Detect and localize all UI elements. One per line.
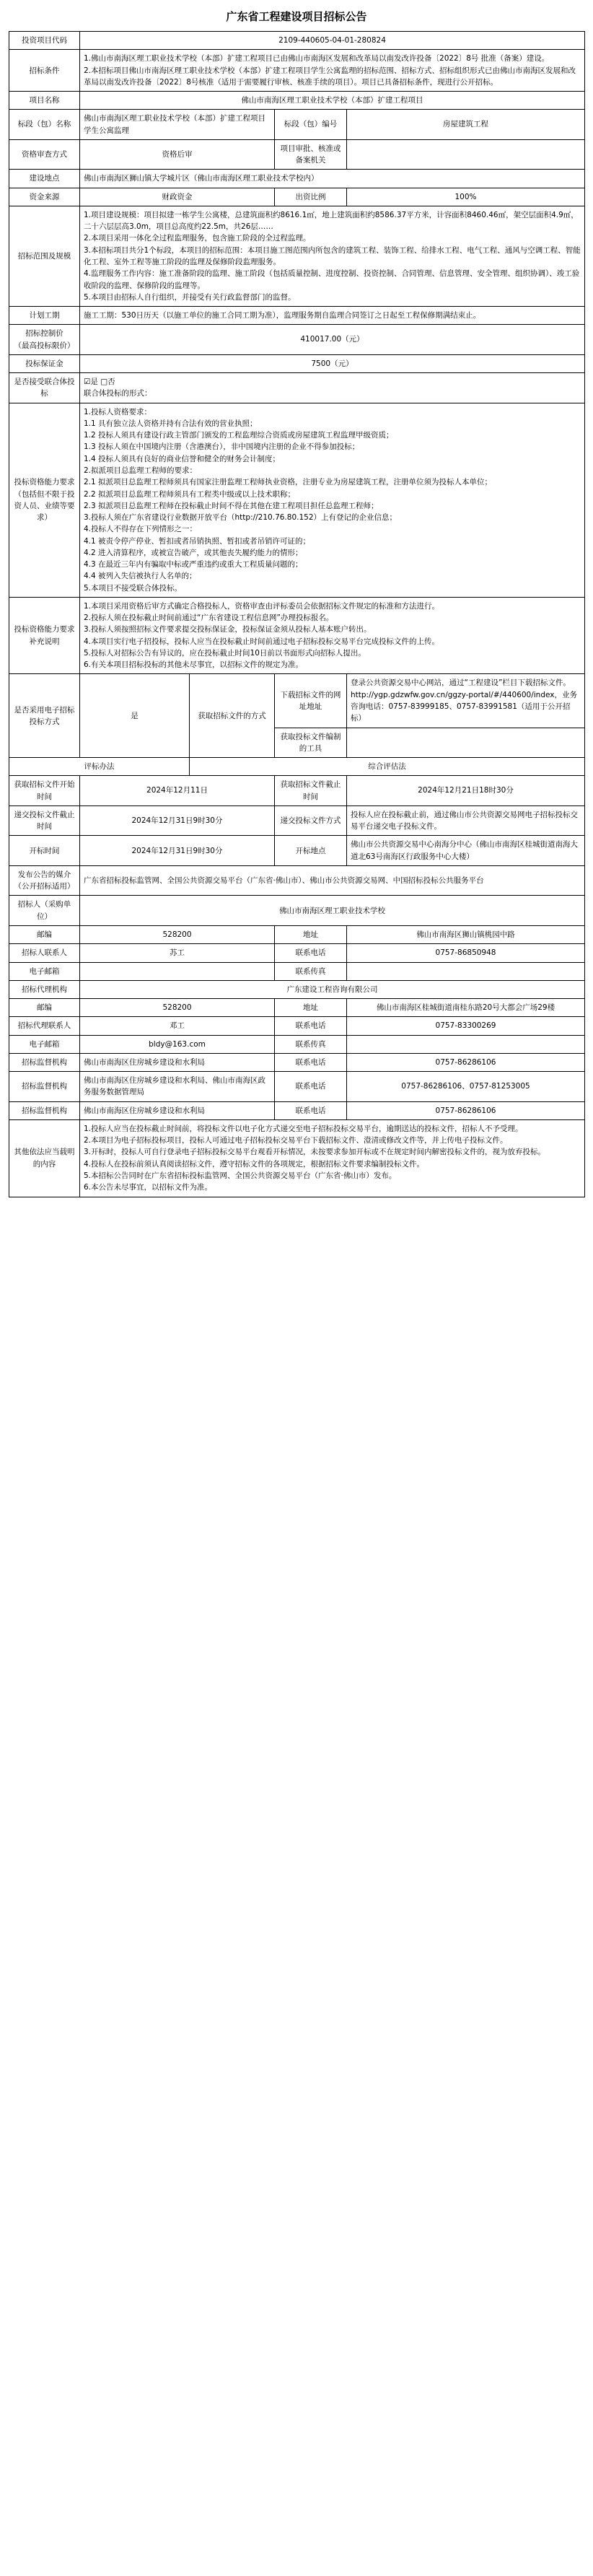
fund-ratio-label: 出资比例 — [275, 188, 347, 206]
fund-source-value: 财政资金 — [80, 188, 275, 206]
bid-submit-method-label: 递交投标文件方式 — [275, 805, 347, 836]
qualification-line: 1.1 具有独立法人资格并持有合法有效的营业执照； — [84, 419, 258, 428]
doc-start-value: 2024年12月11日 — [80, 776, 275, 806]
supervision-label: 招标监督机构 — [9, 1053, 80, 1071]
electronic-bid-label: 是否采用电子招标投标方式 — [9, 674, 80, 758]
scope-line: 2.本项目采用一体化全过程监理服务，包含施工阶段的全过程监理。 — [84, 234, 311, 243]
other-line: 6.本公告未尽事宜，以招标文件为准。 — [84, 1183, 213, 1192]
owner-fax-label: 联系传真 — [275, 962, 347, 980]
approval-authority-value — [347, 139, 585, 170]
supervision-tel-value: 0757-86286106 — [347, 1053, 585, 1071]
owner-address-label: 地址 — [275, 926, 347, 944]
agency-contact-label: 招标代理联系人 — [9, 1017, 80, 1035]
other-content — [80, 1119, 585, 1197]
project-name-value: 佛山市南海区理工职业技术学校（本部）扩建工程项目 — [80, 92, 585, 110]
other-line: 2.本项目为电子招标投标项目，投标人可通过电子招标投标交易平台下载招标文件、澄清或修改文件等，并上传电子投标文件。 — [84, 1136, 508, 1145]
qualification-line: 1.3 投标人须在中国境内注册（含港澳台），非中国境内注册的企业不得参加投标； — [84, 442, 360, 452]
fund-source-label: 资金来源 — [9, 188, 80, 206]
integrity-line: 4.本项目实行电子招投标，投标人应当在投标截止时间前通过电子招标投标交易平台完成投标文件的上传。 — [84, 637, 440, 646]
other-content-label: 其他依法应当载明的内容 — [9, 1119, 80, 1197]
scope-label: 招标范围及规模 — [9, 206, 80, 306]
conditions-line: 2.本招标项目佛山市南海区理工职业技术学校（本部）扩建工程项目学生公寓监理的招标范围、招标方式、招标组织形式已由佛山市南海区发展和改革局以南发改许投备〔2022〕8号核准（适用于需要履行审核、核准手续的项目）。项目已具备招标条件，现进行公开招标。 — [84, 66, 576, 87]
supervision-value: 佛山市南海区住房城乡建设和水利局 — [80, 1101, 275, 1119]
fund-ratio-value: 100% — [347, 188, 585, 206]
publish-media-label: 发布公告的媒介（公开招标适用） — [9, 865, 80, 896]
approval-authority-label: 项目审批、核准或备案机关 — [275, 139, 347, 170]
project-name-label: 项目名称 — [9, 92, 80, 110]
other-line: 3.开标时，投标人可自行登录电子招标投标交易平台观看开标情况，未按要求参加开标或不在规定时间内解密投标文件的，视为放弃投标。 — [84, 1148, 546, 1157]
bid-deadline-label: 递交投标文件截止时间 — [9, 805, 80, 836]
supervision-label: 招标监督机构 — [9, 1072, 80, 1102]
qualification-line: 4.3 在最近三年内有骗取中标或严重违约或重大工程质量问题的； — [84, 560, 303, 569]
qualification-line: 1.2 投标人须具有建设行政主管部门颁发的工程监理综合资质或房屋建筑工程监理甲级资质； — [84, 431, 394, 440]
owner-contact-label: 招标人联系人 — [9, 944, 80, 962]
qualification-line: 2.1 拟派项目总监理工程师须具有国家注册监理工程师执业资格，注册专业为房屋建筑工程，注册单位须为投标人本单位； — [84, 478, 493, 487]
integrity-line: 5.投标人对招标公告有异议的，应在投标截止时间10日前以书面形式向招标人提出。 — [84, 648, 366, 658]
agency-postcode-label: 邮编 — [9, 999, 80, 1017]
agency-fax-label: 联系传真 — [275, 1035, 347, 1053]
qualification-line: 4.4 被列入失信被执行人名单的； — [84, 572, 197, 581]
qualification-line: 2.拟派项目总监理工程师的要求： — [84, 466, 198, 475]
opening-place-label: 开标地点 — [275, 836, 347, 866]
supervision-tel-value: 0757-86286106 — [347, 1101, 585, 1119]
doc-method-label: 获取招标文件的方式 — [190, 674, 275, 758]
conditions-content — [80, 50, 585, 92]
doc-url-value[interactable]: 登录公共资源交易中心网站，通过“工程建设”栏目下载招标文件。http://ygp.gdzwfw.gov.cn/ggzy-portal/#/440600/index，业务咨询电话：0757-83999185、0757-83991581（适用于公开招标） — [347, 674, 585, 728]
build-location-value: 佛山市南海区狮山镇大学城片区（佛山市南海区理工职业技术学校内） — [80, 170, 585, 188]
integrity-label: 投标资格能力要求补充说明 — [9, 597, 80, 674]
qualification-line: 4.1 被责令停产停业、暂扣或者吊销执照、暂扣或者吊销许可证的； — [84, 536, 311, 546]
other-line: 5.本招标公告同时在广东省招标投标监管网、全国公共资源交易平台（广东省·佛山市）发布。 — [84, 1171, 397, 1180]
doc-url-label: 下载招标文件的网址地址 — [275, 674, 347, 728]
doc-start-label: 获取招标文件开始时间 — [9, 776, 80, 806]
supervision-label: 招标监督机构 — [9, 1101, 80, 1119]
owner-postcode-value: 528200 — [80, 926, 275, 944]
agency-contact-value: 邓工 — [80, 1017, 275, 1035]
owner-fax-value — [347, 962, 585, 980]
agency-tel-label: 联系电话 — [275, 1017, 347, 1035]
owner-address-value: 佛山市南海区狮山镇桃园中路 — [347, 926, 585, 944]
supervision-tel-value: 0757-86286106、0757-81253005 — [347, 1072, 585, 1102]
control-price-label: 招标控制价 （最高投标限价） — [9, 325, 80, 355]
agency-value: 广东建设工程咨询有限公司 — [80, 980, 585, 998]
qualification-method-value: 资格后审 — [80, 139, 275, 170]
qualification-line: 2.2 拟派项目总监理工程师须具有工程类中级或以上技术职称； — [84, 489, 296, 499]
agency-address-value: 佛山市南海区桂城街道南桂东路20号大都会广场29楼 — [347, 999, 585, 1017]
scope-line: 5.本项目由招标人自行组织，并接受有关行政监督部门的监督。 — [84, 292, 296, 302]
software-value — [347, 728, 585, 758]
bid-deadline-value: 2024年12月31日9时30分 — [80, 805, 275, 836]
other-line: 4.投标人在投标前须认真阅读招标文件，遵守招标文件的各项规定，根据招标文件要求编制投标文件。 — [84, 1159, 425, 1169]
supervision-tel-label: 联系电话 — [275, 1101, 347, 1119]
joint-bid-label: 是否接受联合体投标 — [9, 373, 80, 403]
announcement-table — [9, 31, 585, 1197]
owner-contact-value: 苏工 — [80, 944, 275, 962]
owner-tel-label: 联系电话 — [275, 944, 347, 962]
supervision-tel-label: 联系电话 — [275, 1072, 347, 1102]
joint-bid-form: 联合体投标的形式： — [84, 389, 152, 398]
agency-postcode-value: 528200 — [80, 999, 275, 1017]
bid-deposit-label: 投标保证金 — [9, 354, 80, 372]
scope-content — [80, 206, 585, 306]
bidder-qualification-label: 投标资格能力要求（包括但不限于投资人员、业绩等要求） — [9, 403, 80, 597]
bid-deposit-value: 7500（元） — [80, 354, 585, 372]
integrity-line: 6.有关本项目招标投标的其他未尽事宜，以招标文件的规定为准。 — [84, 660, 304, 670]
bid-section-name-label: 标段（包）名称 — [9, 110, 80, 140]
qualification-line: 1.投标人资格要求： — [84, 407, 152, 416]
bid-section-code-label: 标段（包）编号 — [275, 110, 347, 140]
scope-line: 4.监理服务工作内容：施工准备阶段的监理、施工阶段（包括质量控制、进度控制、投资控制、合同管理、信息管理、安全管理、组织协调）、竣工验收阶段的监理、保修阶段的监理等。 — [84, 269, 580, 290]
bidder-qualification-content — [80, 403, 585, 597]
joint-bid-choice: ☑是 □否 — [84, 377, 115, 387]
owner-value: 佛山市南海区理工职业技术学校 — [80, 896, 585, 926]
agency-tel-value: 0757-83300269 — [347, 1017, 585, 1035]
plan-period-value: 施工工期：530日历天（以施工单位的施工合同工期为准），监理服务期自监理合同签订之日起至工程保修期满结束止。 — [80, 307, 585, 325]
project-code-value: 2109-440605-04-01-280824 — [80, 32, 585, 50]
qualification-method-label: 资格审查方式 — [9, 139, 80, 170]
evaluation-method-value: 综合评估法 — [190, 758, 585, 776]
qualification-line: 4.2 进入清算程序，或被宣告破产，或其他丧失履约能力的情形； — [84, 548, 303, 557]
plan-period-label: 计划工期 — [9, 307, 80, 325]
page-title: 广东省工程建设项目招标公告 — [226, 10, 367, 23]
bid-submit-method-value: 投标人应在投标截止前，通过佛山市公共资源交易网电子招标投标交易平台递交电子投标文件。 — [347, 805, 585, 836]
bid-section-name-value: 佛山市南海区理工职业技术学校（本部）扩建工程项目学生公寓监理 — [80, 110, 275, 140]
agency-email-label: 电子邮箱 — [9, 1035, 80, 1053]
bid-section-nature-value: 房屋建筑工程 — [347, 110, 585, 140]
agency-email-value[interactable]: bldy@163.com — [80, 1035, 275, 1053]
integrity-content — [80, 597, 585, 674]
software-label: 获取投标文件编制的工具 — [275, 728, 347, 758]
project-code-label: 投资项目代码 — [9, 32, 80, 50]
opening-time-value: 2024年12月31日9时30分 — [80, 836, 275, 866]
doc-end-value: 2024年12月21日18时30分 — [347, 776, 585, 806]
announcement-page — [0, 0, 593, 1205]
qualification-line: 3.投标人须在广东省建设行业数据开放平台（http://210.76.80.152）上有登记的企业信息； — [84, 513, 397, 523]
scope-line: 1.项目建设规模：项目拟建一栋学生公寓楼，总建筑面积约8616.1㎡，地上建筑面积约8586.37平方米，计容面积8460.46㎡，架空层面积4.9㎡，二十六层层高3.0m，项目总高度约22.5m，共26层…… — [84, 210, 579, 232]
control-price-value: 410017.00（元） — [80, 325, 585, 355]
conditions-label: 招标条件 — [9, 50, 80, 92]
integrity-line: 2.投标人须在投标截止时间前通过“广东省建设工程信息网”办理投标报名。 — [84, 614, 334, 623]
qualification-line: 1.4 投标人须具有良好的商业信誉和健全的财务会计制度； — [84, 454, 281, 463]
publish-media-value: 广东省招标投标监管网、全国公共资源交易平台（广东省·佛山市）、佛山市公共资源交易网、中国招标投标公共服务平台 — [80, 865, 585, 896]
opening-time-label: 开标时间 — [9, 836, 80, 866]
scope-line: 3.本招标项目共分1个标段，本项目的招标范围：本项目施工图范围内所包含的建筑工程、装饰工程、给排水工程、电气工程、通风与空调工程、智能化工程、室外工程等施工阶段的监理及保修阶段监理服务。 — [84, 245, 581, 266]
integrity-line: 3.投标人须按照招标文件要求提交投标保证金，投标保证金须从投标人基本账户转出。 — [84, 625, 372, 634]
supervision-tel-label: 联系电话 — [275, 1053, 347, 1071]
doc-end-label: 获取招标文件截止时间 — [275, 776, 347, 806]
owner-email-label: 电子邮箱 — [9, 962, 80, 980]
agency-label: 招标代理机构 — [9, 980, 80, 998]
owner-label: 招标人（采购单位） — [9, 896, 80, 926]
qualification-line: 4.投标人不得存在下列情形之一： — [84, 525, 198, 534]
opening-place-value: 佛山市公共资源交易中心南海分中心（佛山市南海区桂城街道南海大道北63号南海区行政服务中心大楼） — [347, 836, 585, 866]
joint-bid-content — [80, 373, 585, 403]
electronic-bid-value: 是 — [80, 674, 190, 758]
conditions-line: 1.佛山市南海区理工职业技术学校（本部）扩建工程项目已由佛山市南海区发展和改革局以南发改许投备〔2022〕8号 批准（备案）建设。 — [84, 54, 550, 64]
owner-postcode-label: 邮编 — [9, 926, 80, 944]
supervision-value: 佛山市南海区住房城乡建设和水利局 — [80, 1053, 275, 1071]
owner-email-value — [80, 962, 275, 980]
agency-fax-value — [347, 1035, 585, 1053]
build-location-label: 建设地点 — [9, 170, 80, 188]
qualification-line: 5.本项目不接受联合体投标。 — [84, 583, 183, 593]
owner-tel-value: 0757-86850948 — [347, 944, 585, 962]
other-line: 1.投标人应当在投标截止时间前，将投标文件以电子化方式递交至电子招标投标交易平台，逾期送达的投标文件，招标人不予受理。 — [84, 1124, 523, 1133]
qualification-line: 2.3 拟派项目总监理工程师在投标截止时间不得在其他在建工程项目担任总监理工程师； — [84, 501, 379, 510]
evaluation-method-label: 评标办法 — [9, 758, 190, 776]
agency-address-label: 地址 — [275, 999, 347, 1017]
supervision-value: 佛山市南海区住房城乡建设和水利局、佛山市南海区政务服务数据管理局 — [80, 1072, 275, 1102]
integrity-line: 1.本项目采用资格后审方式确定合格投标人，资格审查由评标委员会依据招标文件规定的标准和方法进行。 — [84, 601, 440, 611]
